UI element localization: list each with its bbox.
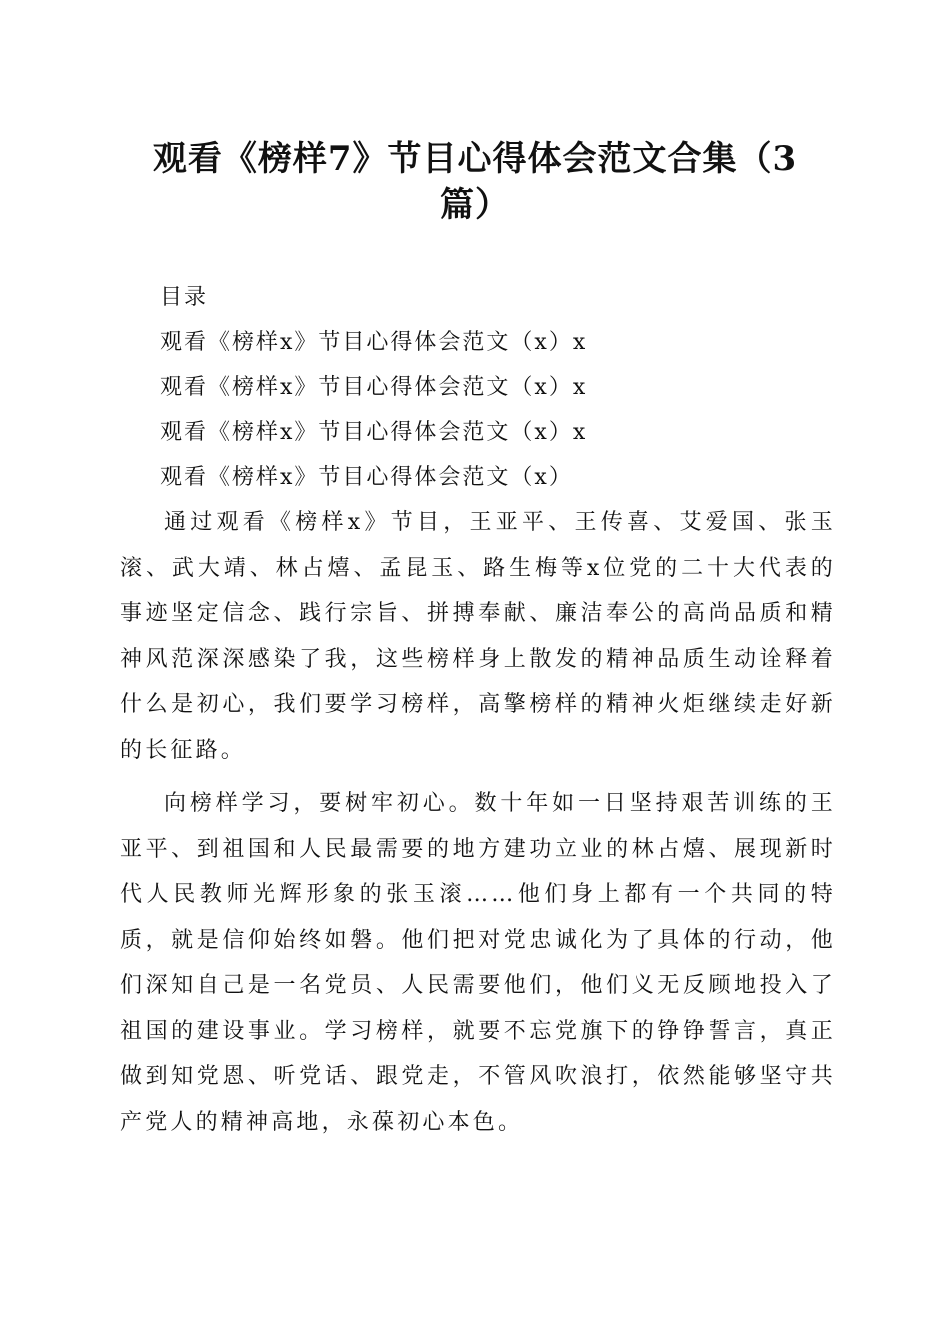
document-title [120, 136, 830, 228]
toc-item[interactable]: 观看《榜样x》节目心得体会范文（x）x [160, 375, 588, 400]
toc-item[interactable]: 观看《榜样x》节目心得体会范文（x）x [160, 420, 588, 445]
table-of-contents [120, 275, 830, 500]
document-body [120, 500, 836, 1153]
toc-heading: 目录 [160, 285, 209, 310]
title-line-2: 篇） [440, 185, 510, 225]
body-paragraph: 通过观看《榜样x》节目，王亚平、王传喜、艾爱国、张玉滚、武大靖、林占熺、孟昆玉、路生梅等x位党的二十大代表的事迹坚定信念、践行宗旨、拼搏奉献、廉洁奉公的高尚品质和精神风范深深感染了我，这些榜样身上散发的精神品质生动诠释着什么是初心，我们要学习榜样，高擎榜样的精神火炬继续走好新的长征路。 [120, 510, 836, 763]
toc-item[interactable]: 观看《榜样x》节目心得体会范文（x）x [160, 330, 588, 355]
toc-item[interactable]: 观看《榜样x》节目心得体会范文（x） [160, 465, 573, 490]
body-paragraph: 向榜样学习，要树牢初心。数十年如一日坚持艰苦训练的王亚平、到祖国和人民最需要的地方建功立业的林占熺、展现新时代人民教师光辉形象的张玉滚……他们身上都有一个共同的特质，就是信仰始终如磐。他们把对党忠诚化为了具体的行动，他们深知自己是一名党员、人民需要他们，他们义无反顾地投入了祖国的建设事业。学习榜样，就要不忘党旗下的铮铮誓言，真正做到知党恩、听党话、跟党走，不管风吹浪打，依然能够坚守共产党人的精神高地，永葆初心本色。 [120, 791, 836, 1135]
title-line-1: 观看《榜样7》节目心得体会范文合集（3 [152, 139, 798, 179]
